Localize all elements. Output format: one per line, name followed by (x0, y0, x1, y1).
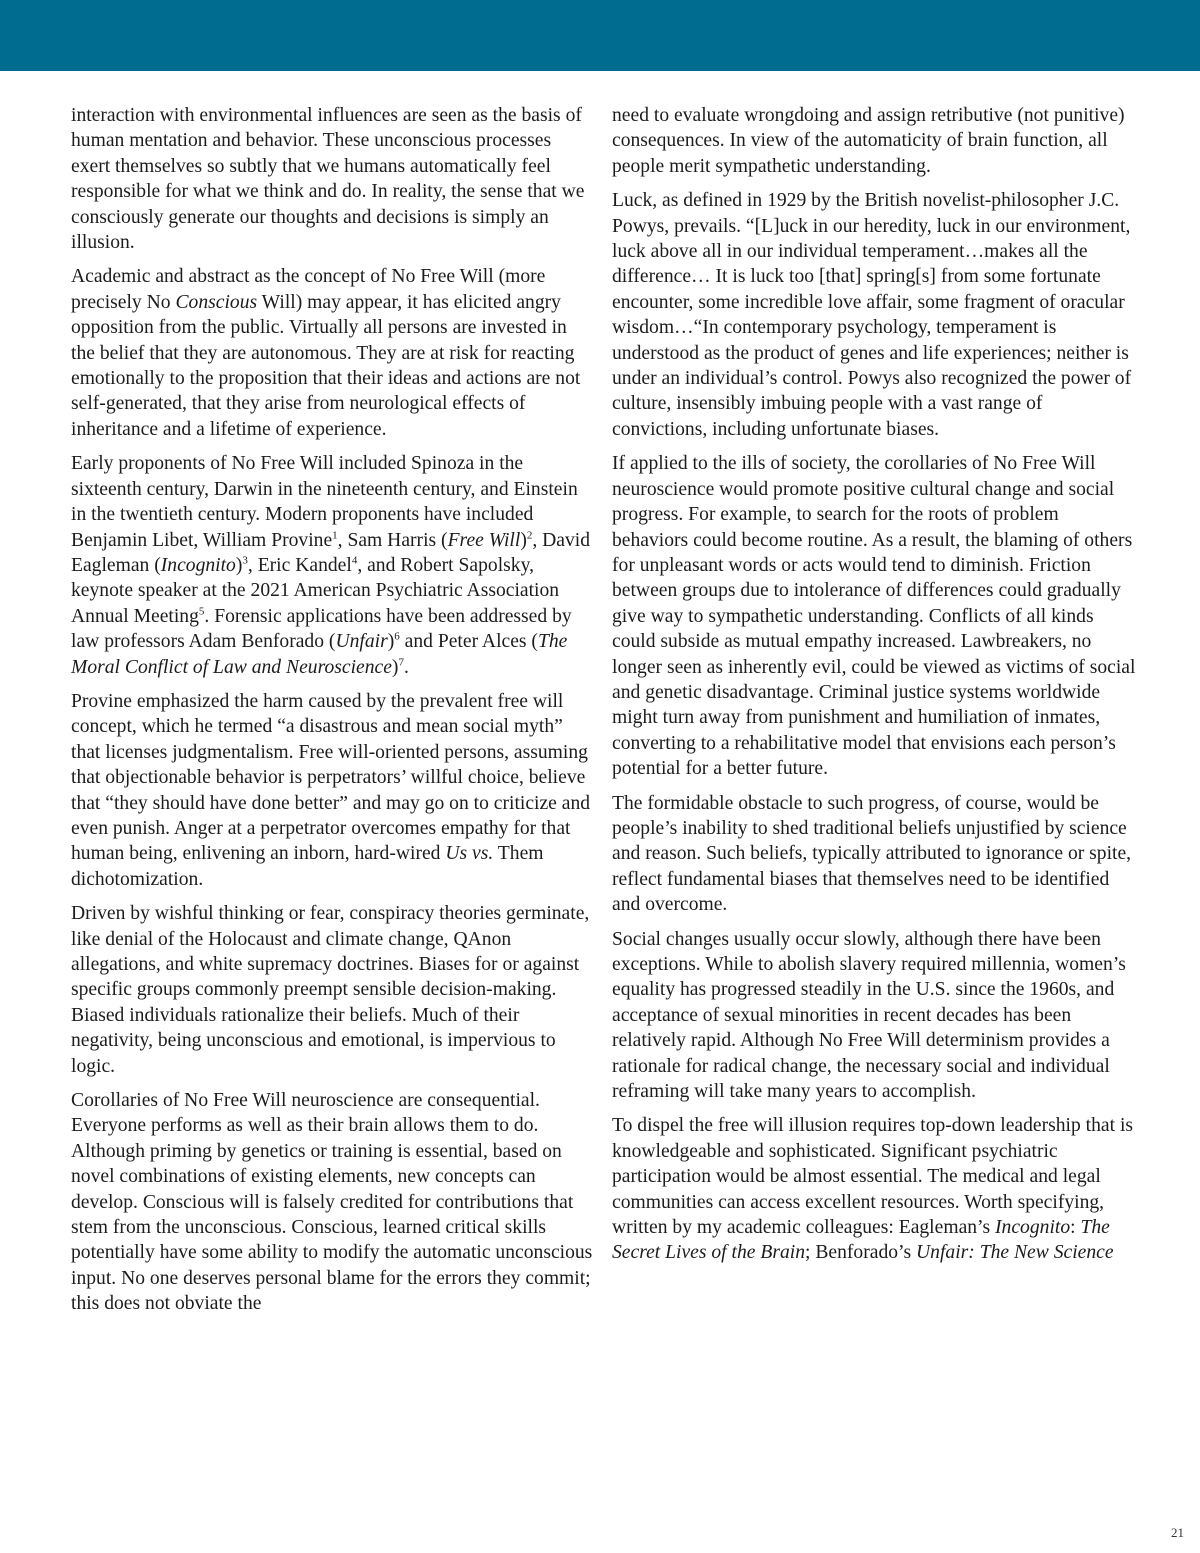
footnote-ref: 5 (198, 605, 205, 618)
footnote-ref: 1 (332, 528, 338, 541)
footnote-ref: 4 (351, 554, 358, 567)
footnote-ref: 2 (526, 528, 533, 541)
paragraph: Corollaries of No Free Will neuroscience are consequential. Everyone performs as well as their brain allows them to do. Although priming by genetics or training is essential, based on novel combinations of existing elements, new concepts can develop. Conscious will is falsely credited for contributions that stem from the unconscious. Conscious, learned critical skills potentially have some ability to modify the automatic unconscious input. No one deserves personal blame for the errors they commit; this does not obviate the (71, 1090, 593, 1315)
paragraph: Academic and abstract as the concept of No Free Will (more precisely No Conscious Will) may appear, it has elicited angry opposition from the public. Virtually all persons are invested in the belief that they are autonomous. They are at risk for reacting emotionally to the proposition that their ideas and actions are not self-generated, that they arise from neurological effects of inheritance and a lifetime of experience. (71, 266, 581, 440)
paragraph: Luck, as defined in 1929 by the British novelist-philosopher J.C. Powys, prevails. “[L]uck in our heredity, luck in our environment, luck above all in our individual temperament…makes all the difference… It is luck too [that] spring[s] from some fortunate encounter, some incredible love affair, some fragment of oracular wisdom…“In contemporary psychology, temperament is understood as the product of genes and life experiences; neither is under an individual’s control. Powys also recognized the power of culture, insensibly imbuing people with a vast range of convictions, including unfortunate biases. (612, 190, 1132, 440)
paragraph: The formidable obstacle to such progress, of course, would be people’s inability to shed traditional beliefs unjustified by science and reason. Such beliefs, typically attributed to ignorance or spite, reflect fundamental biases that themselves need to be identified and overcome. (612, 792, 1132, 916)
footnote-ref: 7 (398, 656, 404, 668)
paragraph: Provine emphasized the harm caused by the prevalent free will concept, which he termed “a disastrous and mean social myth” that licenses judgmentalism. Free will-oriented persons, assuming that objectionable behavior is perpetrators’ willful choice, believe that “they should have done better” and may go on to criticize and even punish. Anger at a perpetrator overcomes empathy for that human being, enlivening an inborn, hard-wired Us vs. Them dichotomization. (71, 690, 591, 890)
left-column (71, 103, 595, 1326)
footnote-ref: 3 (242, 554, 248, 567)
header-band (0, 0, 1200, 71)
page-number: 21 (1171, 1525, 1184, 1540)
right-column (612, 103, 1136, 1275)
paragraph: Driven by wishful thinking or fear, conspiracy theories germinate, like denial of the Holocaust and climate change, QAnon allegations, and white supremacy doctrines. Biases for or against specific groups commonly preempt sensible decision-making. Biased individuals rationalize their beliefs. Much of their negativity, being unconscious and emotional, is impervious to logic. (71, 903, 590, 1077)
paragraph: need to evaluate wrongdoing and assign retributive (not punitive) consequences. In view of the automaticity of brain function, all people merit sympathetic understanding. (612, 105, 1125, 177)
paragraph: To dispel the free will illusion requires top-down leadership that is knowledgeable and sophisticated. Significant psychiatric participation would be almost essential. The medical and legal communities can access excellent resources. Worth specifying, written by my academic colleagues: Eagleman’s Incognito: The Secret Lives of the Brain; Benforado’s Unfair: The New Science (612, 1115, 1134, 1264)
paragraph: interaction with environmental influences are seen as the basis of human mentation and behavior. These unconscious processes exert themselves so subtly that we humans automatically feel responsible for what we think and do. In reality, the sense that we consciously generate our thoughts and decisions is simply an illusion. (71, 105, 585, 254)
paragraph: Social changes usually occur slowly, although there have been exceptions. While to abolish slavery required millennia, women’s equality has progressed steadily in the U.S. since the 1960s, and acceptance of sexual minorities in recent decades has been relatively rapid. Although No Free Will determinism provides a rationale for radical change, the necessary social and individual reframing will take many years to accomplish. (612, 928, 1126, 1103)
paragraph: If applied to the ills of society, the corollaries of No Free Will neuroscience would promote positive cultural change and social progress. For example, to search for the roots of problem behaviors could become routine. As a result, the blaming of others for unpleasant words or acts would tend to diminish. Friction between groups due to intolerance of differences could gradually give way to sympathetic understanding. Conflicts of all kinds could subside as mutual empathy increased. Lawbreakers, no longer seen as inherently evil, could be viewed as victims of social and genetic disadvantage. Criminal justice systems worldwide might turn away from punishment and humiliation of inmates, converting to a rehabilitative model that envisions each person’s potential for a better future. (612, 453, 1136, 780)
footnote-ref: 6 (394, 630, 400, 643)
paragraph: Early proponents of No Free Will included Spinoza in the sixteenth century, Darwin in the nineteenth century, and Einstein in the twentieth century. Modern proponents have included Benjamin Libet, William Provine$^1$, Sam Harris (Free Will)$^2$, David Eagleman (Incognito)$^3$, Eric Kandel$^4$, and Robert Sapolsky, keynote speaker at the 2021 American Psychiatric Association Annual Meeting$^5$. Forensic applications have been addressed by law professors Adam Benforado (Unfair)$^6$ and Peter Alces (The Moral Conflict of Law and Neuroscience)$^7$. (71, 453, 591, 678)
